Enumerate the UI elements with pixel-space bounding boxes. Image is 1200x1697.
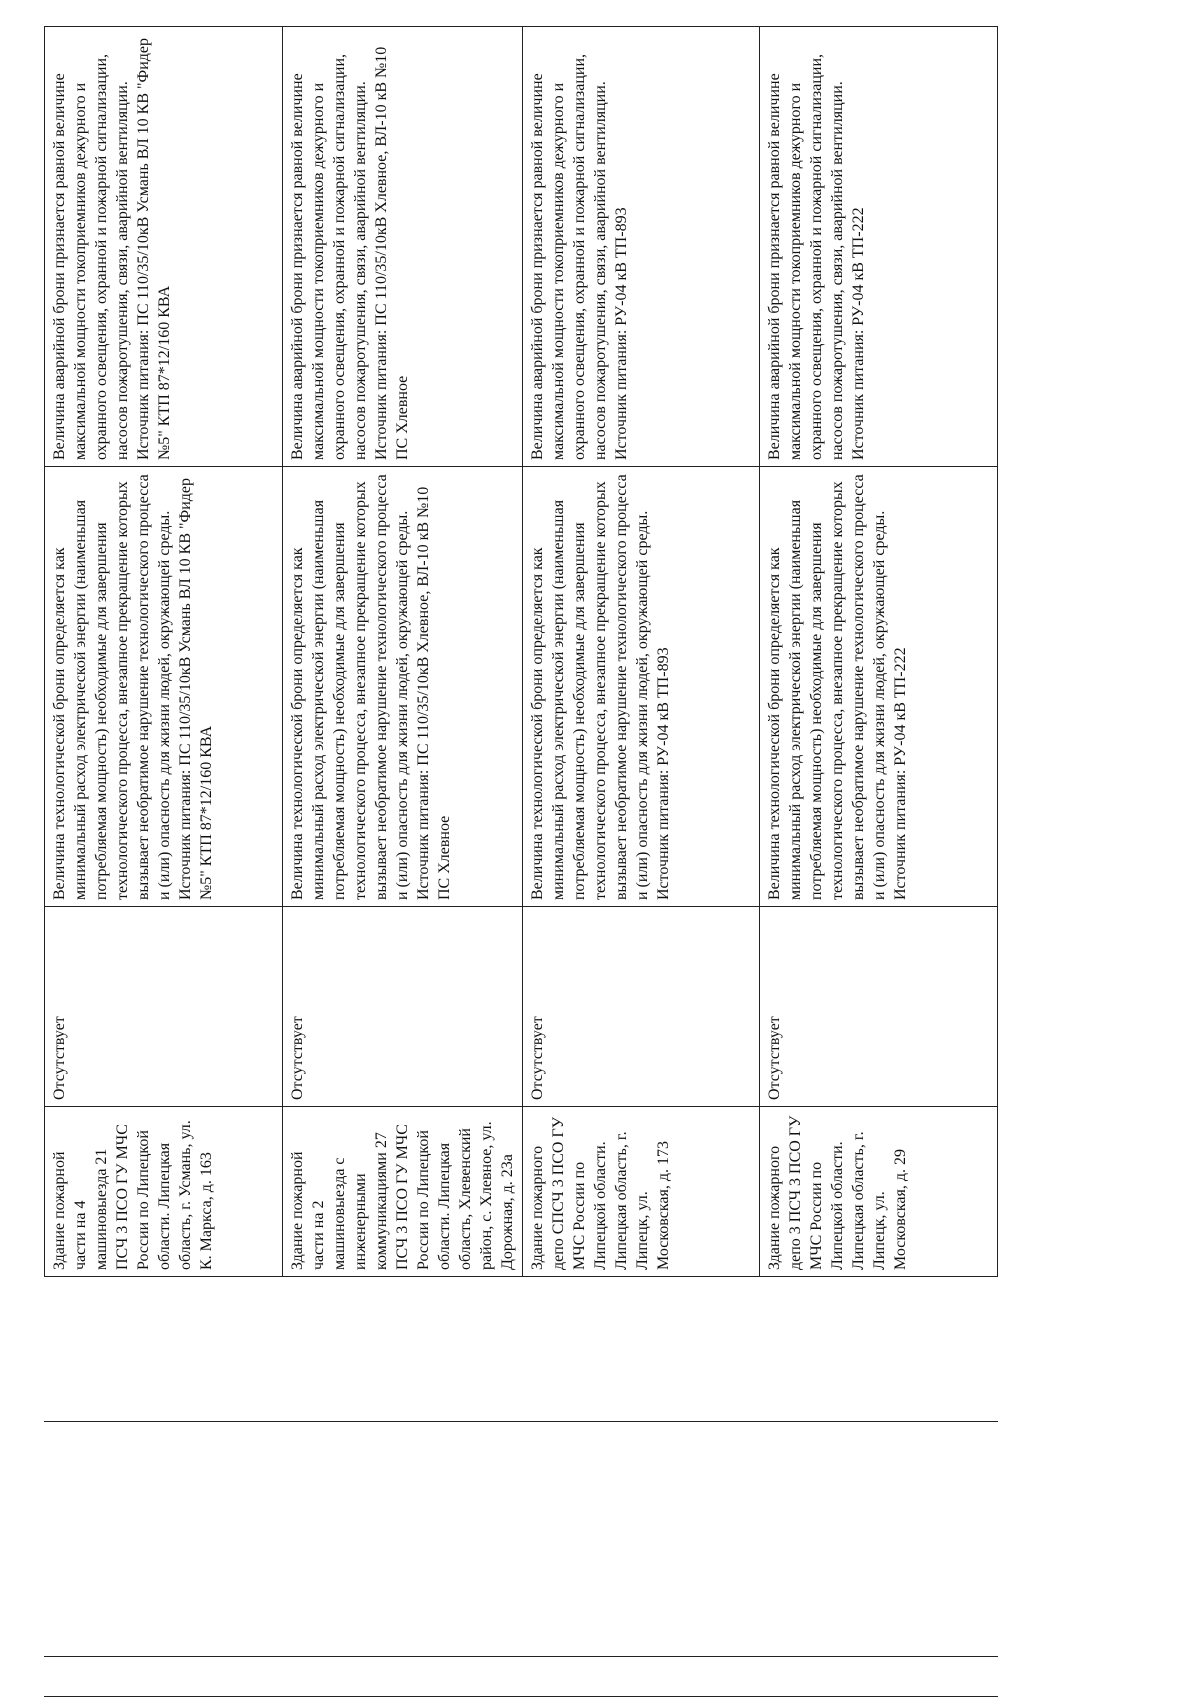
emergency-reserve-cell — [760, 27, 998, 467]
power-reserve-table — [44, 26, 998, 1277]
table-row — [522, 27, 760, 1277]
object-cell — [282, 1107, 522, 1277]
blank-column-line-2 — [44, 1656, 998, 1657]
tech-reserve-text: Величина технологической брони определяется как минимальный расход электрической энергии (наименьшая потребляемая мощность) необходимые для завершения технологического процесса, внезапное прекращение которых вызывает необратимое нарушение технологического процесса и (или) опасность для жизни людей, окружающей среды. Источник питания: ПС 110/35/10кВ Хлевное, ВЛ-10 кВ №10 ПС Хлевное — [288, 474, 453, 900]
tech-reserve-cell — [522, 467, 760, 907]
rotated-document-page — [44, 27, 998, 1697]
table-row — [760, 27, 998, 1277]
emergency-reserve-cell — [282, 27, 522, 467]
emergency-reserve-text: Величина аварийной брони признается равной величине максимальной мощности токоприемников дежурного и охранного освещения, охранной и пожарной сигнализации, насосов пожаротушения, связи, аварийной вентиляции. Источник питания: РУ-04 кВ ТП-893 — [528, 53, 630, 460]
table-row — [282, 27, 522, 1277]
tech-reserve-cell — [45, 467, 283, 907]
tech-reserve-cell — [760, 467, 998, 907]
absent-cell — [522, 907, 760, 1107]
tech-reserve-text: Величина технологической брони определяется как минимальный расход электрической энергии (наименьшая потребляемая мощность) необходимые для завершения технологического процесса, внезапное прекращение которых вызывает необратимое нарушение технологического процесса и (или) опасность для жизни людей, окружающей среды. Источник питания: РУ-04 кВ ТП-222 — [766, 474, 910, 900]
object-cell — [45, 1107, 283, 1277]
absent-text: Отсутствует — [766, 1016, 784, 1100]
object-text: Здание пожарного депо 3 ПСЧ 3 ПСО ГУ МЧС России по Липецкой области. Липецкая область, г. Липецк, ул. Московская, д. 29 — [766, 1115, 910, 1270]
absent-text: Отсутствует — [528, 1016, 546, 1100]
absent-cell — [282, 907, 522, 1107]
object-text: Здание пожарного депо СПСЧ 3 ПСО ГУ МЧС России по Липецкой области. Липецкая область, г. Липецк, ул. Московская, д. 173 — [528, 1116, 672, 1270]
emergency-reserve-text: Величина аварийной брони признается равной величине максимальной мощности токоприемников дежурного и охранного освещения, охранной и пожарной сигнализации, насосов пожаротушения, связи, аварийной вентиляции. Источник питания: ПС 110/35/10кВ Хлевное, ВЛ-10 кВ №10 ПС Хлевное — [288, 46, 411, 460]
absent-text: Отсутствует — [288, 1016, 306, 1100]
object-cell — [522, 1107, 760, 1277]
object-cell — [760, 1107, 998, 1277]
tech-reserve-text: Величина технологической брони определяется как минимальный расход электрической энергии (наименьшая потребляемая мощность) необходимые для завершения технологического процесса, внезапное прекращение которых вызывает необратимое нарушение технологического процесса и (или) опасность для жизни людей, окружающей среды. Источник питания: ПС 110/35/10кВ Усмань ВЛ 10 КВ "Фидер №5" КТП 87*12/160 КВА — [51, 474, 215, 900]
emergency-reserve-text: Величина аварийной брони признается равной величине максимальной мощности токоприемников дежурного и охранного освещения, охранной и пожарной сигнализации, насосов пожаротушения, связи, аварийной вентиляции. Источник питания: РУ-04 кВ ТП-222 — [766, 53, 868, 460]
emergency-reserve-cell — [522, 27, 760, 467]
tech-reserve-cell — [282, 467, 522, 907]
absent-cell — [760, 907, 998, 1107]
table-row — [45, 27, 283, 1277]
emergency-reserve-text: Величина аварийной брони признается равной величине максимальной мощности токоприемников дежурного и охранного освещения, охранной и пожарной сигнализации, насосов пожаротушения, связи, аварийной вентиляции. Источник питания: ПС 110/35/10кВ Усмань ВЛ 10 КВ "Фидер №5" КТП 87*12/160 КВА — [51, 38, 173, 460]
object-text: Здание пожарной части на 2 машиновыезда с инженерными коммуникациями 27 ПСЧ 3 ПСО ГУ МЧС России по Липецкой области. Липецкая область, Хлевенский район, с. Хлевное, ул. Дорожная, д. 23а — [288, 1121, 516, 1270]
tech-reserve-text: Величина технологической брони определяется как минимальный расход электрической энергии (наименьшая потребляемая мощность) необходимые для завершения технологического процесса, внезапное прекращение которых вызывает необратимое нарушение технологического процесса и (или) опасность для жизни людей, окружающей среды. Источник питания: РУ-04 кВ ТП-893 — [528, 474, 672, 900]
object-text: Здание пожарной части на 4 машиновыезда 21 ПСЧ 3 ПСО ГУ МЧС России по Липецкой области. Липецкая область, г. Усмань, ул. К. Маркса, д. 163 — [51, 1120, 215, 1270]
absent-cell — [45, 907, 283, 1107]
emergency-reserve-cell — [45, 27, 283, 467]
absent-text: Отсутствует — [51, 1016, 68, 1100]
blank-column-line-3 — [44, 1421, 998, 1422]
